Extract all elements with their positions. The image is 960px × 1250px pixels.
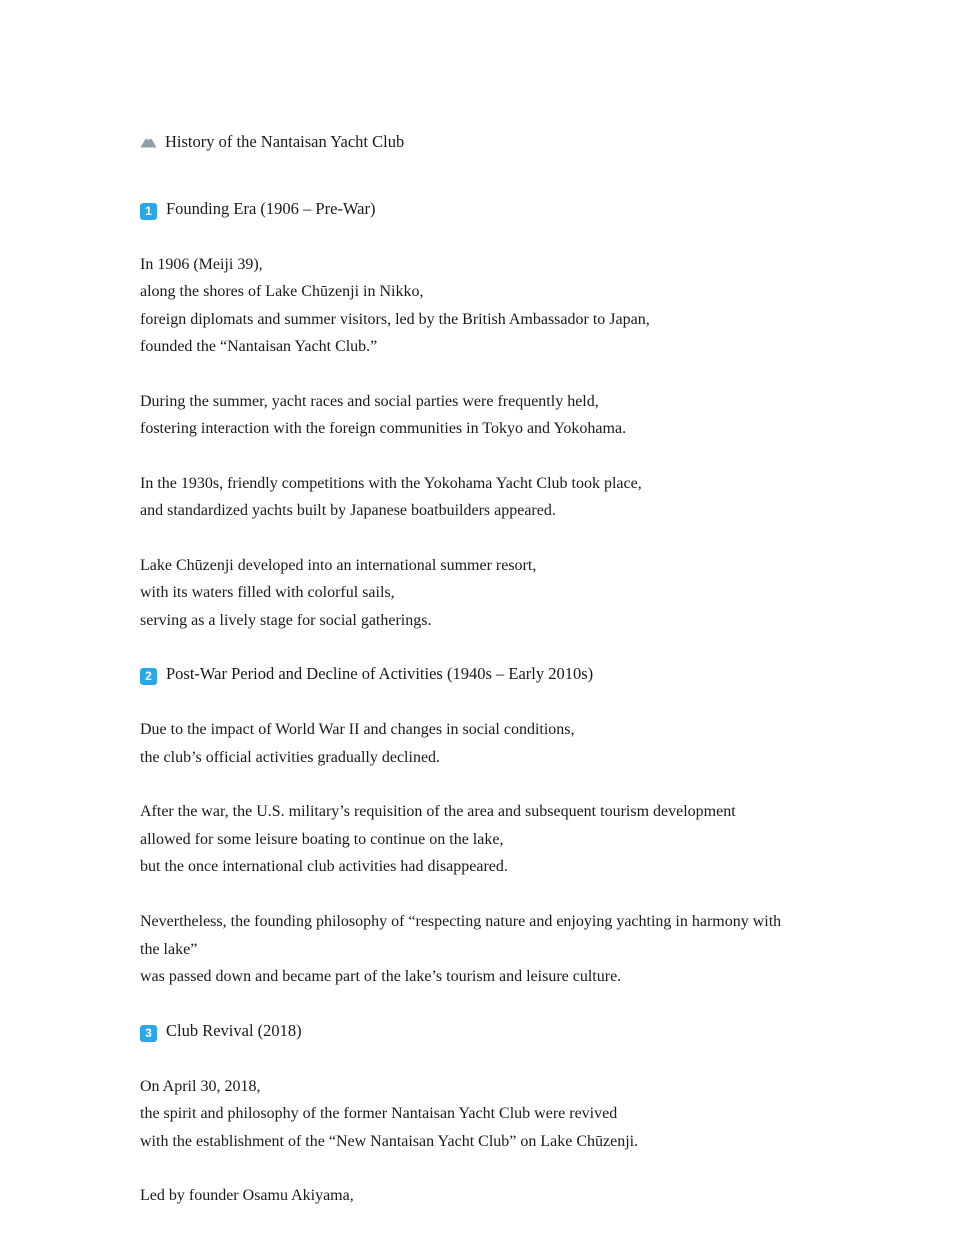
paragraph xyxy=(140,552,800,635)
page-title xyxy=(140,130,810,155)
text-line: with its waters filled with colorful sails, xyxy=(140,584,395,602)
text-line: and standardized yachts built by Japanese boatbuilders appeared. xyxy=(140,502,556,520)
text-line: foreign diplomats and summer visitors, led by the British Ambassador to Japan, xyxy=(140,310,650,328)
paragraph xyxy=(140,1073,800,1156)
text-line: allowed for some leisure boating to continue on the lake, xyxy=(140,830,504,848)
text-line: During the summer, yacht races and social parties were frequently held, xyxy=(140,392,599,410)
text-line: founded the “Nantaisan Yacht Club.” xyxy=(140,338,378,356)
paragraph xyxy=(140,798,800,881)
section-1 xyxy=(140,199,810,635)
text-line: On April 30, 2018, xyxy=(140,1077,261,1095)
paragraph xyxy=(140,908,800,991)
section-number-badge: 2 xyxy=(140,668,157,685)
text-line: Due to the impact of World War II and changes in social conditions, xyxy=(140,721,575,739)
paragraph xyxy=(140,1182,800,1210)
section-3-heading xyxy=(140,1021,810,1041)
section-spacer xyxy=(140,634,810,664)
text-line: the club’s official activities gradually declined. xyxy=(140,748,441,766)
paragraph xyxy=(140,388,800,443)
section-1-heading xyxy=(140,199,810,219)
text-line: serving as a lively stage for social gatherings. xyxy=(140,611,432,629)
section-spacer xyxy=(140,991,810,1021)
text-line: In 1906 (Meiji 39), xyxy=(140,255,263,273)
section-number-badge: 1 xyxy=(140,203,157,220)
paragraph xyxy=(140,251,800,361)
page-title-text: History of the Nantaisan Yacht Club xyxy=(165,132,405,151)
section-heading-text: Founding Era (1906 – Pre-War) xyxy=(166,198,376,218)
section-number-badge: 3 xyxy=(140,1025,157,1042)
text-line: the spirit and philosophy of the former Nantaisan Yacht Club were revived xyxy=(140,1105,618,1123)
section-2 xyxy=(140,664,810,990)
paragraph xyxy=(140,470,800,525)
text-line: fostering interaction with the foreign communities in Tokyo and Yokohama. xyxy=(140,420,627,438)
text-line: with the establishment of the “New Nantaisan Yacht Club” on Lake Chūzenji. xyxy=(140,1132,639,1150)
paragraph xyxy=(140,716,800,771)
text-line: Lake Chūzenji developed into an international summer resort, xyxy=(140,556,537,574)
section-2-heading xyxy=(140,664,810,684)
text-line: along the shores of Lake Chūzenji in Nikko, xyxy=(140,283,424,301)
snow-capped-mountain-icon xyxy=(140,131,157,146)
text-line: Nevertheless, the founding philosophy of “respecting nature and enjoying yachting in harmony with the lake” xyxy=(140,913,782,958)
text-line: Led by founder Osamu Akiyama, xyxy=(140,1187,354,1205)
section-heading-text: Club Revival (2018) xyxy=(166,1020,302,1040)
text-line: After the war, the U.S. military’s requisition of the area and subsequent tourism development xyxy=(140,803,736,821)
text-line: was passed down and became part of the lake’s tourism and leisure culture. xyxy=(140,968,622,986)
section-3 xyxy=(140,1021,810,1210)
section-heading-text: Post-War Period and Decline of Activities (1940s – Early 2010s) xyxy=(166,664,594,684)
text-line: but the once international club activities had disappeared. xyxy=(140,858,508,876)
text-line: In the 1930s, friendly competitions with the Yokohama Yacht Club took place, xyxy=(140,474,642,492)
